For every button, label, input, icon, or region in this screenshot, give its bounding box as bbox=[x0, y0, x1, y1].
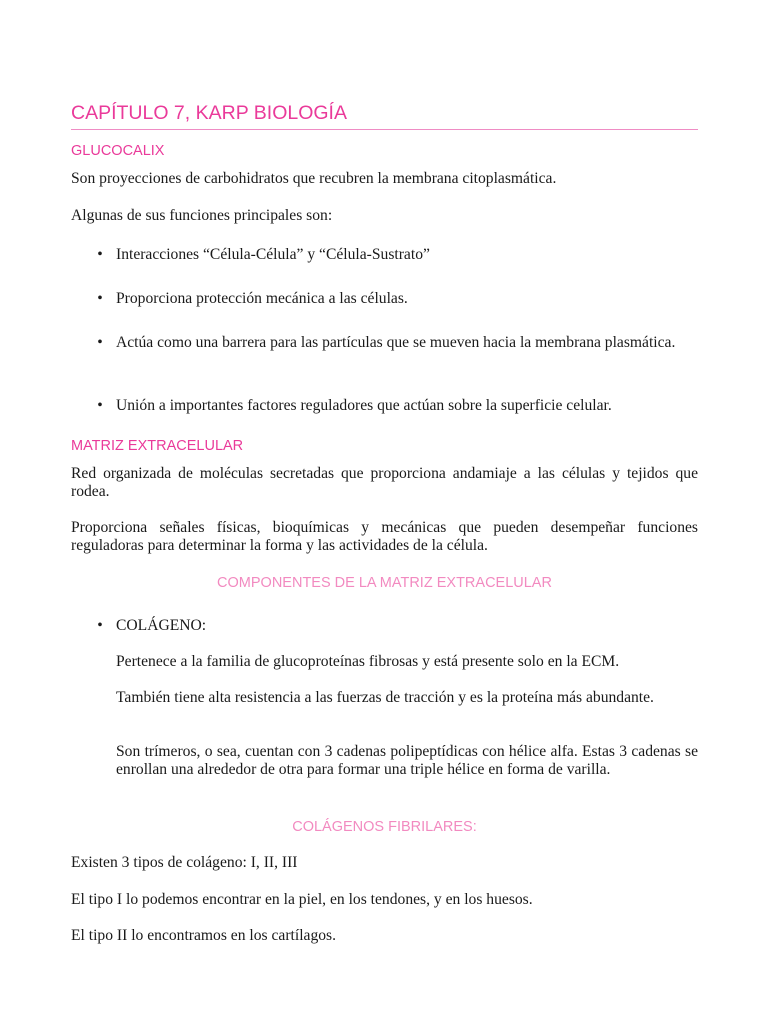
bullet-icon: • bbox=[97, 290, 103, 307]
fibrilares-paragraph-1: Existen 3 tipos de colágeno: I, II, III bbox=[71, 854, 298, 871]
list-item-text: Unión a importantes factores reguladores que actúan sobre la superficie celular. bbox=[116, 397, 612, 414]
matriz-paragraph-1: Red organizada de moléculas secretadas que proporciona andamiaje a las células y tejidos que rodea. bbox=[71, 465, 698, 500]
list-item-text: Actúa como una barrera para las partículas que se mueven hacia la membrana plasmática. bbox=[116, 334, 676, 351]
matriz-paragraph-2: Proporciona señales físicas, bioquímicas y mecánicas que pueden desempeñar funciones reguladoras para determinar la forma y las actividades de la célula. bbox=[71, 519, 698, 554]
colageno-paragraph-1: Pertenece a la familia de glucoproteínas fibrosas y está presente solo en la ECM. bbox=[116, 653, 620, 670]
bullet-icon: • bbox=[97, 246, 103, 263]
chapter-title: CAPÍTULO 7, KARP BIOLOGÍA bbox=[71, 100, 698, 130]
glucocalix-intro: Son proyecciones de carbohidratos que recubren la membrana citoplasmática. bbox=[71, 170, 557, 187]
componentes-heading: COMPONENTES DE LA MATRIZ EXTRACELULAR bbox=[217, 575, 552, 591]
colageno-label: COLÁGENO: bbox=[116, 617, 207, 634]
matriz-heading: MATRIZ EXTRACELULAR bbox=[71, 438, 244, 454]
bullet-icon: • bbox=[97, 397, 103, 414]
bullet-icon: • bbox=[97, 617, 103, 634]
bullet-icon: • bbox=[97, 334, 103, 351]
colageno-paragraph-2: También tiene alta resistencia a las fuerzas de tracción y es la proteína más abundante. bbox=[116, 689, 654, 706]
glucocalix-heading: GLUCOCALIX bbox=[71, 143, 165, 159]
colageno-paragraph-3: Son trímeros, o sea, cuentan con 3 cadenas polipeptídicas con hélice alfa. Estas 3 cadenas se enrollan una alrededor de otra para formar una triple hélice en forma de varilla. bbox=[116, 743, 698, 778]
fibrilares-paragraph-3: El tipo II lo encontramos en los cartílagos. bbox=[71, 927, 337, 944]
list-item-text: Interacciones “Célula-Célula” y “Célula-Sustrato” bbox=[116, 246, 430, 263]
list-item-text: Proporciona protección mecánica a las células. bbox=[116, 290, 408, 307]
glucocalix-lead: Algunas de sus funciones principales son: bbox=[71, 207, 333, 224]
fibrilares-paragraph-2: El tipo I lo podemos encontrar en la piel, en los tendones, y en los huesos. bbox=[71, 891, 533, 908]
fibrilares-heading: COLÁGENOS FIBRILARES: bbox=[292, 819, 477, 835]
